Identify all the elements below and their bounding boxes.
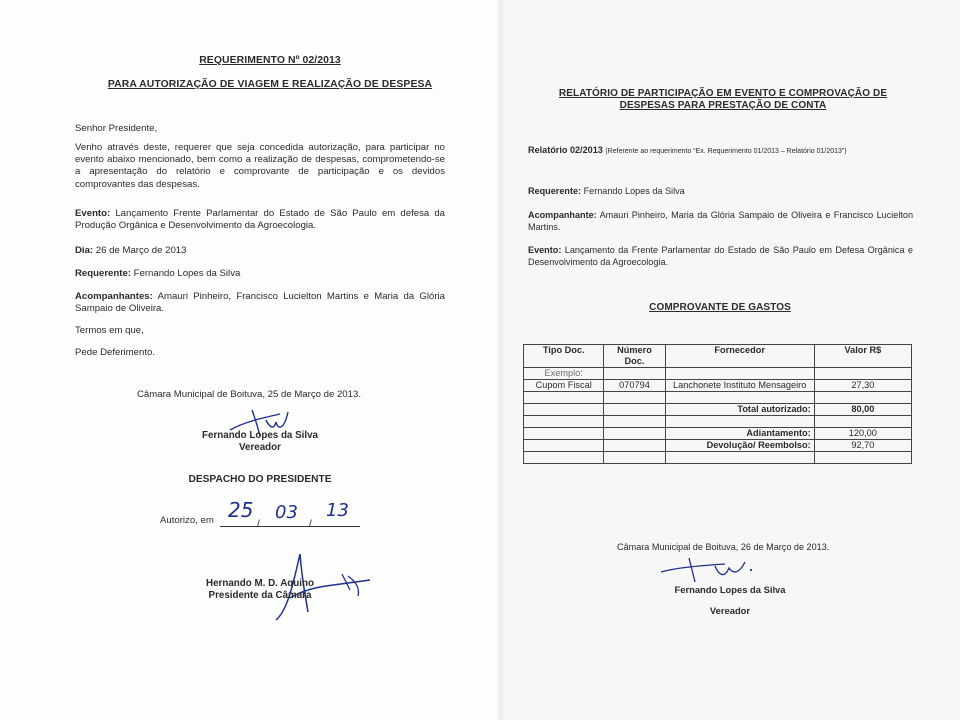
acompanhantes-value: Amauri Pinheiro, Francisco Lucielton Martins e Maria da Glória Sampaio de Oliveira. <box>75 291 445 315</box>
devolucao-label: Devolução/ Reembolso: <box>665 440 814 452</box>
row-fornecedor: Lanchonete Instituto Mensageiro <box>665 380 814 392</box>
left-signer-name: Fernando Lopes da Silva <box>202 430 318 441</box>
right-evento-label: Evento: <box>528 245 562 255</box>
acompanhante-value: Amauri Pinheiro, Maria da Glória Sampaio de Oliveira e Francisco Lucielton Martins. <box>528 210 913 232</box>
dia-label: Dia: <box>75 245 94 256</box>
evento-value: Lançamento Frente Parlamentar do Estado de São Paulo em defesa da Produção Orgânica e Desenvolvimento da Agroecologia. <box>75 208 446 232</box>
president-role: Presidente da Câmara <box>208 590 312 601</box>
closing-termos: Termos em que, <box>75 325 144 336</box>
row-numero-doc: 070794 <box>604 380 665 392</box>
right-signer-name: Fernando Lopes da Silva <box>674 584 786 595</box>
header-fornecedor: Fornecedor <box>665 345 814 368</box>
relatorio-title-line2: DESPESAS PARA PRESTAÇÃO DE CONTA <box>619 100 827 111</box>
acompanhantes-field <box>75 291 445 315</box>
autorizo-month: 03 <box>275 502 298 523</box>
right-requerente-value: Fernando Lopes da Silva <box>583 186 685 196</box>
devolucao-value: 92,70 <box>814 440 911 452</box>
total-autorizado-value: 80,00 <box>814 404 911 416</box>
requerente-label: Requerente: <box>75 268 131 279</box>
table-header-row <box>524 345 912 368</box>
date-slash-2: / <box>309 519 312 530</box>
left-signer-role: Vereador <box>239 442 281 453</box>
requerimento-subtitle: PARA AUTORIZAÇÃO DE VIAGEM E REALIZAÇÃO DE DESPESA <box>107 79 433 90</box>
table-row <box>524 416 912 428</box>
table-row <box>524 452 912 464</box>
acompanhante-label: Acompanhante: <box>528 210 597 220</box>
relatorio-reference: (Referente ao requerimento “Ex. Requerimento 01/2013 – Relatório 01/2013”) <box>605 148 847 155</box>
page-fold <box>496 0 506 720</box>
evento-field <box>75 208 445 232</box>
acompanhante-field <box>528 210 913 234</box>
gastos-table <box>523 344 912 464</box>
acompanhantes-label: Acompanhantes: <box>75 291 153 302</box>
table-row <box>524 440 912 452</box>
dia-field <box>75 245 445 257</box>
adiantamento-value: 120,00 <box>814 428 911 440</box>
relatorio-number-line <box>528 145 928 158</box>
right-requerente-label: Requerente: <box>528 186 582 196</box>
example-label: Exemplo: <box>524 368 604 380</box>
header-valor: Valor R$ <box>814 345 911 368</box>
table-row <box>524 368 912 380</box>
relatorio-label: Relatório 02/2013 <box>528 145 603 155</box>
requerente-field <box>75 268 445 280</box>
table-row <box>524 428 912 440</box>
right-evento-value: Lançamento da Frente Parlamentar do Estado de São Paulo em Defesa Orgânica e Desenvolvimento da Agroecologia. <box>528 245 913 267</box>
table-row <box>524 392 912 404</box>
autorizo-label: Autorizo, em <box>160 515 214 526</box>
despacho-title: DESPACHO DO PRESIDENTE <box>188 474 332 485</box>
row-valor: 27,30 <box>814 380 911 392</box>
salutation: Senhor Presidente, <box>75 123 158 134</box>
table-row <box>524 404 912 416</box>
autorizo-day: 25 <box>228 498 254 522</box>
right-place-date: Câmara Municipal de Boituva, 26 de Março de 2013. <box>617 542 830 552</box>
header-tipo-doc: Tipo Doc. <box>524 345 604 368</box>
autorizo-date-line <box>220 526 360 527</box>
evento-label: Evento: <box>75 208 111 219</box>
row-tipo-doc: Cupom Fiscal <box>524 380 604 392</box>
right-evento-field <box>528 245 913 269</box>
adiantamento-label: Adiantamento: <box>665 428 814 440</box>
requerente-value: Fernando Lopes da Silva <box>133 268 241 279</box>
comprovante-title: COMPROVANTE DE GASTOS <box>649 302 791 313</box>
left-place-date: Câmara Municipal de Boituva, 25 de Março de 2013. <box>137 389 361 400</box>
right-signer-role: Vereador <box>709 605 751 616</box>
relatorio-title-line1: RELATÓRIO DE PARTICIPAÇÃO EM EVENTO E COMPROVAÇÃO DE <box>558 88 888 99</box>
dia-value: 26 de Março de 2013 <box>95 245 187 256</box>
table-row <box>524 380 912 392</box>
header-numero-doc: Número Doc. <box>604 345 665 368</box>
request-intro-paragraph: Venho através deste, requerer que seja concedida autorização, para participar no evento abaixo mencionado, bem como a realização de despesas, comprometendo-se a apresentação do relatório e comprovante de participação e os devidos comprovantes das despesas. <box>75 142 445 190</box>
requerimento-title: REQUERIMENTO Nº 02/2013 <box>199 55 341 66</box>
date-slash-1: / <box>257 519 260 530</box>
president-name: Hernando M. D. Aquino <box>206 578 314 589</box>
autorizo-year: 13 <box>326 500 349 521</box>
right-requerente-field <box>528 186 913 198</box>
closing-deferimento: Pede Deferimento. <box>75 347 155 358</box>
total-autorizado-label: Total autorizado: <box>665 404 814 416</box>
